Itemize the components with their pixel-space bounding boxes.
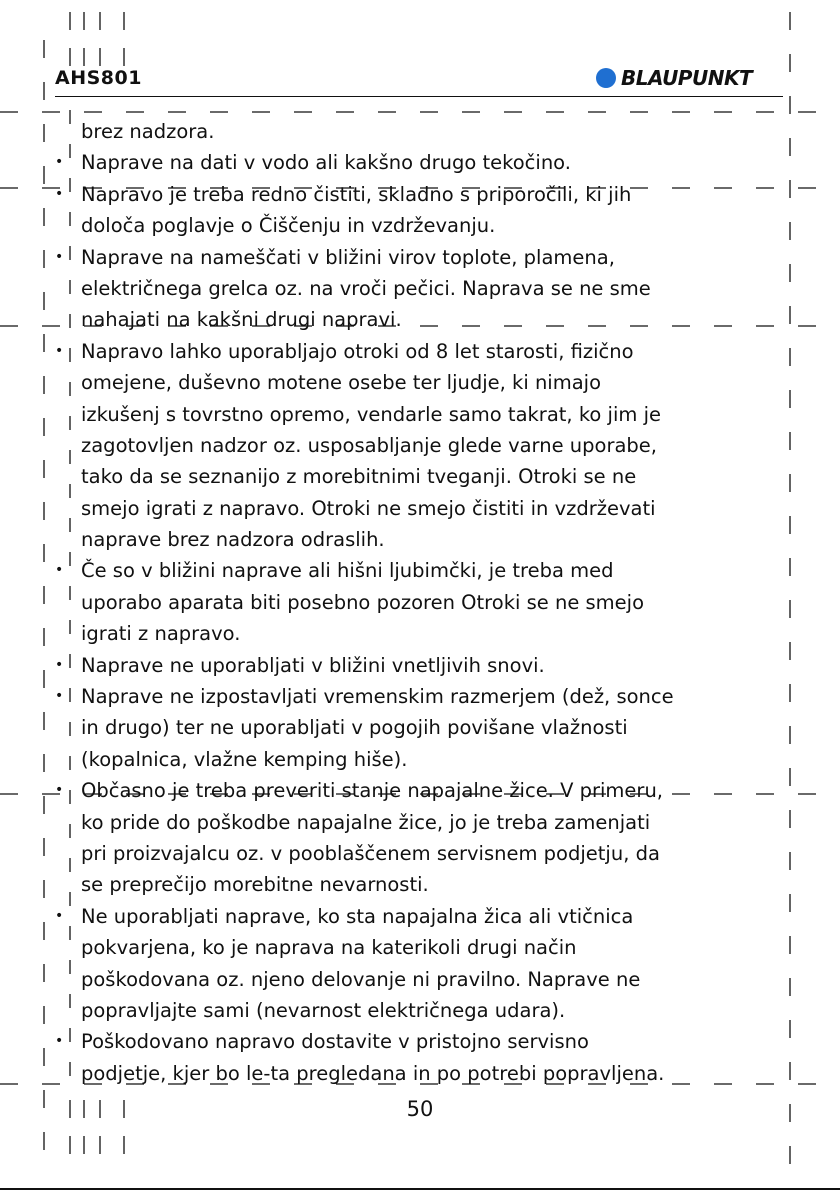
text-line xyxy=(55,273,785,304)
bullet-icon: • xyxy=(55,248,64,265)
bullet-icon: • xyxy=(55,688,64,705)
line-text: uporabo aparata biti posebno pozoren Otroki se ne smejo xyxy=(81,590,645,614)
text-line xyxy=(55,775,785,806)
text-line xyxy=(55,116,785,147)
line-text: Občasno je treba preveriti stanje napajalne žice. V primeru, xyxy=(81,779,664,803)
bullet-icon: • xyxy=(55,656,64,673)
text-line xyxy=(55,869,785,900)
text-line xyxy=(55,681,785,712)
text-line xyxy=(55,461,785,492)
line-text: električnega grelca oz. na vroči pečici. Naprava se ne sme xyxy=(81,276,651,300)
line-text: Ne uporabljati naprave, ko sta napajalna žica ali vtičnica xyxy=(81,904,634,928)
line-text: podjetje, kjer bo le-ta pregledana in po potrebi popravljena. xyxy=(81,1061,665,1085)
bottom-rule xyxy=(0,1188,840,1190)
text-line xyxy=(55,932,785,963)
line-text: popravljajte sami (nevarnost električnega udara). xyxy=(81,998,566,1022)
text-line xyxy=(55,493,785,524)
line-text: Naprave ne izpostavljati vremenskim razmerjem (dež, sonce xyxy=(81,685,674,709)
header-rule xyxy=(55,96,783,97)
line-text: Če so v bližini naprave ali hišni ljubimčki, je treba med xyxy=(81,559,614,583)
text-line xyxy=(55,147,785,178)
line-text: omejene, duševno motene osebe ter ljudje, ki nimajo xyxy=(81,371,602,395)
line-text: pokvarjena, ko je naprava na katerikoli drugi način xyxy=(81,936,577,960)
line-text: in drugo) ter ne uporabljati v pogojih povišane vlažnosti xyxy=(81,716,628,740)
model-name: AHS801 xyxy=(55,67,142,89)
text-line xyxy=(55,995,785,1026)
line-text: določa poglavje o Čiščenju in vzdrževanju. xyxy=(81,214,496,238)
text-line xyxy=(55,807,785,838)
bullet-icon: • xyxy=(55,154,64,171)
text-line xyxy=(55,838,785,869)
text-line xyxy=(55,524,785,555)
line-text: se preprečijo morebitne nevarnosti. xyxy=(81,873,429,897)
text-line xyxy=(55,744,785,775)
line-text: brez nadzora. xyxy=(81,120,215,143)
text-line xyxy=(55,242,785,273)
line-text: smejo igrati z napravo. Otroki ne smejo čistiti in vzdrževati xyxy=(81,496,656,520)
bullet-icon: • xyxy=(55,185,64,202)
text-line xyxy=(55,650,785,681)
text-line xyxy=(55,1026,785,1057)
bullet-icon: • xyxy=(55,782,64,799)
line-text: naprave brez nadzora odraslih. xyxy=(81,528,385,552)
text-line xyxy=(55,304,785,335)
text-line xyxy=(55,555,785,586)
line-text: poškodovana oz. njeno delovanje ni pravilno. Naprave ne xyxy=(81,967,641,991)
text-line xyxy=(55,430,785,461)
text-line xyxy=(55,587,785,618)
bullet-icon: • xyxy=(55,1033,64,1050)
bullet-icon: • xyxy=(55,562,64,579)
text-line xyxy=(55,964,785,995)
line-text: tako da se seznanijo z morebitnimi tveganji. Otroki se ne xyxy=(81,465,637,489)
text-line xyxy=(55,336,785,367)
text-line xyxy=(55,367,785,398)
line-text: Naprave ne uporabljati v bližini vnetljivih snovi. xyxy=(81,653,545,677)
line-text: nahajati na kakšni drugi napravi. xyxy=(81,308,402,332)
line-text: Napravo lahko uporabljajo otroki od 8 let starosti, fizično xyxy=(81,339,634,363)
instruction-text xyxy=(55,116,785,1089)
bullet-icon: • xyxy=(55,342,64,359)
page-number: 50 xyxy=(406,1097,434,1121)
text-line xyxy=(55,1058,785,1089)
text-line xyxy=(55,210,785,241)
text-line xyxy=(55,618,785,649)
line-text: Poškodovano napravo dostavite v pristojno servisno xyxy=(81,1030,589,1054)
text-line xyxy=(55,712,785,743)
line-text: zagotovljen nadzor oz. usposabljanje glede varne uporabe, xyxy=(81,433,657,457)
line-text: pri proizvajalcu oz. v pooblaščenem servisnem podjetju, da xyxy=(81,841,660,865)
line-text: Napravo je treba redno čistiti, skladno s priporočili, ki jih xyxy=(81,182,632,206)
text-line xyxy=(55,179,785,210)
bullet-icon: • xyxy=(55,907,64,924)
line-text: ko pride do poškodbe napajalne žice, jo je treba zamenjati xyxy=(81,810,651,834)
brand-name: BLAUPUNKT xyxy=(621,66,753,90)
brand-dot-icon xyxy=(596,68,616,88)
line-text: izkušenj s tovrstno opremo, vendarle samo takrat, ko jim je xyxy=(81,402,661,426)
text-line xyxy=(55,399,785,430)
brand-logo xyxy=(596,66,752,90)
text-line xyxy=(55,901,785,932)
line-text: Naprave na nameščati v bližini virov toplote, plamena, xyxy=(81,245,615,269)
line-text: Naprave na dati v vodo ali kakšno drugo tekočino. xyxy=(81,151,571,175)
line-text: igrati z napravo. xyxy=(81,622,241,646)
line-text: (kopalnica, vlažne kemping hiše). xyxy=(81,747,408,771)
